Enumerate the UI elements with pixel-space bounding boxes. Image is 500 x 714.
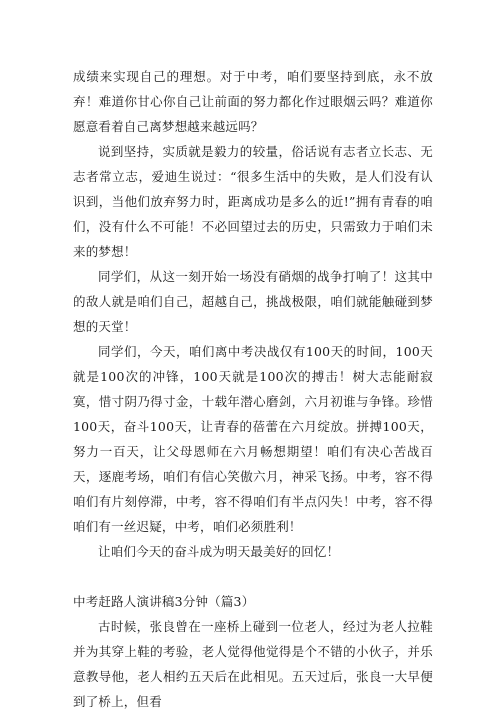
paragraph-hundred-days: 同学们，今天，咱们离中考决战仅有100天的时间，100天就是100次的冲锋，100天就是100次的搏击！树大志能耐寂寞，惜寸阴乃得寸金，十载年潜心磨剑，六月初谁与争锋。珍惜100天，奋斗100天，让青春的蓓蕾在六月绽放。拼搏100天，努力一百天，让父母恩师在六月畅想期望！咱们有决心苦战百天，逐鹿考场，咱们有信心笑傲六月，神采飞扬。中考，容不得咱们有片刻停滞，中考，容不得咱们有半点闪失！中考，容不得咱们有一丝迟疑，中考，咱们必须胜利！ <box>73 344 433 534</box>
document-body <box>73 64 433 714</box>
paragraph-battle: 同学们，从这一刻开始一场没有硝烟的战争打响了！这其中的敌人就是咱们自己，超越自己，挑战极限，咱们就能触碰到梦想的天堂！ <box>73 269 433 334</box>
paragraph-perseverance: 说到坚持，实质就是毅力的较量，俗话说有志者立长志、无志者常立志，爱迪生说过：“很多生活中的失败，是人们没有认识到，当他们放弃努力时，距离成功是多么的近!”拥有青春的咱们，没有什么不可能！不必回望过去的历史，只需致力于咱们未来的梦想！ <box>73 144 433 259</box>
section-heading: 中考赶路人演讲稿3分钟（篇3） <box>73 594 255 609</box>
paragraph-continuation: 成绩来实现自己的理想。对于中考，咱们要坚持到底，永不放弃！难道你甘心你自己让前面的努力都化作过眼烟云吗？难道你愿意看着自己离梦想越来越远吗？ <box>73 69 433 134</box>
paragraph-closing: 让咱们今天的奋斗成为明天最美好的回忆！ <box>98 544 340 559</box>
paragraph-zhang-liang: 古时候，张良曾在一座桥上碰到一位老人，经过为老人拉鞋并为其穿上鞋的考验，老人觉得他觉得是个不错的小伙子，并乐意教导他，老人相约五天后在此相见。五天过后，张良一大早便到了桥上，但看 <box>73 619 433 709</box>
